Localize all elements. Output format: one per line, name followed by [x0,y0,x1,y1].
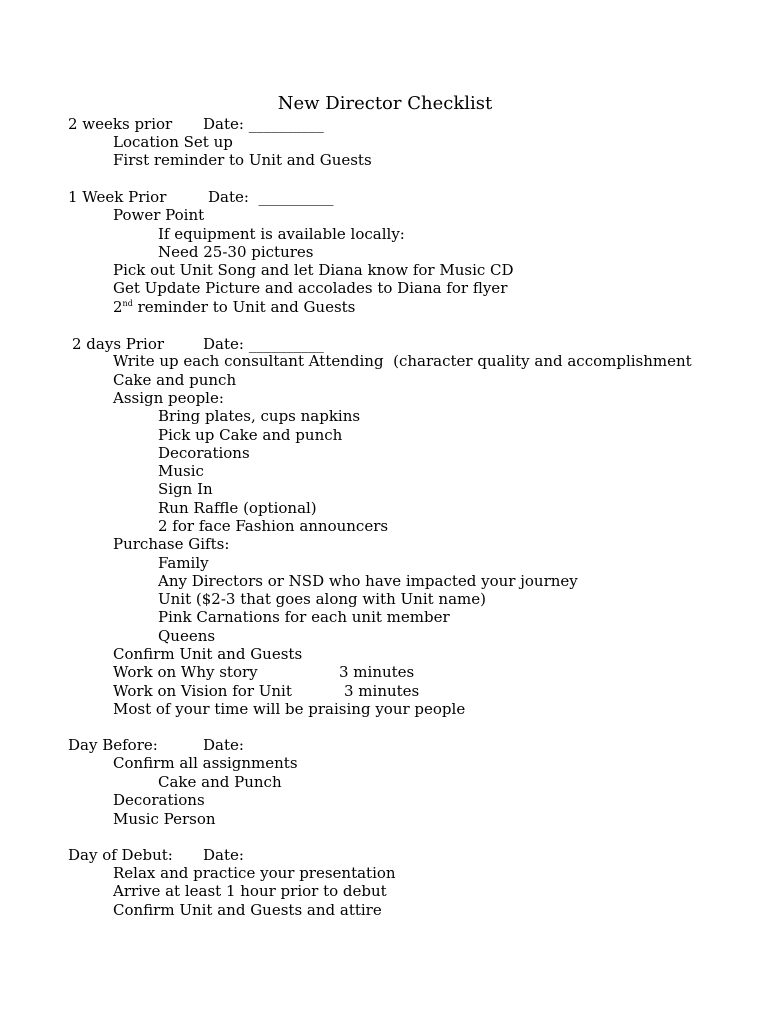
list-subitem: Pink Carnations for each unit member [158,608,450,626]
list-item: Confirm Unit and Guests [113,645,303,663]
list-item: Relax and practice your presentation [113,864,396,882]
list-subitem: Queens [158,627,216,645]
list-item: Power Point [113,206,205,224]
list-item: Decorations [113,791,205,809]
date-field-day-before: Date: [203,736,244,754]
list-subitem: Unit ($2-3 that goes along with Unit name) [158,590,486,608]
list-item: Cake and punch [113,371,237,389]
reminder-text: reminder to Unit and Guests [132,298,356,316]
list-subitem: Bring plates, cups napkins [158,407,361,425]
list-subitem: Decorations [158,444,250,462]
list-item: Most of your time will be praising your people [113,700,466,718]
duration-vision: 3 minutes [344,682,420,700]
list-subitem: Sign In [158,480,213,498]
list-item: Confirm all assignments [113,754,298,772]
reminder-number: 2 [113,298,123,316]
section-heading-2-weeks: 2 weeks prior [68,115,173,133]
date-field-1-week: Date: __________ [208,188,334,206]
list-item: Assign people: [113,389,224,407]
date-field-2-days: Date: __________ [203,335,324,353]
list-item: Work on Why story [113,663,258,681]
list-item: Location Set up [113,133,233,151]
list-item: Music Person [113,810,216,828]
list-item-reminder [113,298,355,316]
list-item: Confirm Unit and Guests and attire [113,901,382,919]
list-item: Work on Vision for Unit [113,682,292,700]
list-item: Purchase Gifts: [113,535,230,553]
list-subitem: 2 for face Fashion announcers [158,517,389,535]
list-subitem: Family [158,554,209,572]
list-item: Pick out Unit Song and let Diana know for Music CD [113,261,514,279]
list-item: Get Update Picture and accolades to Diana for flyer [113,279,508,297]
date-field-2-weeks: Date: __________ [203,115,324,133]
list-subitem: Music [158,462,204,480]
list-item: First reminder to Unit and Guests [113,151,372,169]
reminder-ordinal: nd [122,299,133,308]
list-subitem: Pick up Cake and punch [158,426,343,444]
section-heading-1-week: 1 Week Prior [68,188,167,206]
list-item: Arrive at least 1 hour prior to debut [113,882,387,900]
list-subitem: If equipment is available locally: [158,225,405,243]
section-heading-2-days: 2 days Prior [72,335,165,353]
section-heading-day-before: Day Before: [68,736,158,754]
date-field-debut: Date: [203,846,244,864]
duration-why: 3 minutes [339,663,415,681]
list-subitem: Any Directors or NSD who have impacted your journey [158,572,578,590]
page-title: New Director Checklist [277,93,493,114]
list-subitem: Need 25-30 pictures [158,243,314,261]
list-item: Write up each consultant Attending (character quality and accomplishment [113,352,692,370]
section-heading-debut: Day of Debut: [68,846,173,864]
list-subitem: Run Raffle (optional) [158,499,317,517]
list-subitem: Cake and Punch [158,773,282,791]
